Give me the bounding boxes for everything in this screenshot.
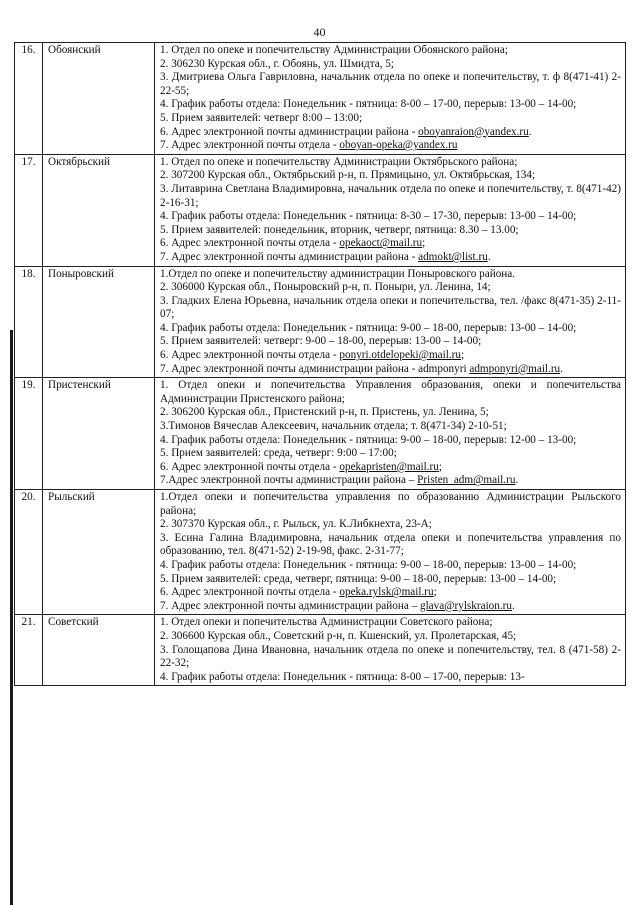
district-name: Обоянский [43, 43, 155, 155]
info-line-text: 2. 307370 Курская обл., г. Рыльск, ул. К.Либкнехта, 23-А; [160, 518, 432, 531]
info-line-text: 2. 306230 Курская обл., г. Обоянь, ул. Шмидта, 5; [160, 57, 394, 70]
info-line-text: 7.Адрес электронной почты администрации района – [160, 474, 418, 487]
info-line [160, 295, 621, 322]
row-number: 18. [15, 266, 43, 378]
email-link[interactable]: glava@rylskraion.ru [419, 599, 512, 612]
info-line-text: 4. График работы отдела: Понедельник - пятница: 9-00 – 18-00, перерыв: 13-00 – 14-00; [160, 321, 577, 334]
info-line [160, 251, 621, 265]
info-line [160, 268, 621, 282]
email-link[interactable]: Pristen_adm@mail.ru [417, 474, 516, 487]
district-info [155, 154, 626, 266]
info-line [160, 363, 621, 377]
district-info [155, 490, 626, 615]
info-line-text: 2. 306200 Курская обл., Пристенский р-н, п. Пристень, ул. Ленина, 5; [160, 406, 489, 419]
table-body [15, 43, 626, 686]
info-line [160, 573, 621, 587]
info-line [160, 44, 621, 58]
info-line [160, 379, 621, 406]
info-line-text: 6. Адрес электронной почты отдела - [160, 460, 340, 473]
info-line [160, 586, 621, 600]
info-line-text: 4. График работы отдела: Понедельник - пятница: 9-00 – 18-00, перерыв: 12-00 – 13-00; [160, 433, 577, 446]
info-line-text: 1. Отдел опеки и попечительства Администрации Советского района; [160, 616, 493, 629]
email-link[interactable]: ponyri.otdelopeki@mail.ru [339, 349, 461, 362]
info-line [160, 671, 621, 685]
info-line-text: 3. Литаврина Светлана Владимировна, начальник отдела по опеке и попечительству, т. 8(471-42) 2-16-31; [160, 182, 621, 209]
info-line-text: 5. Прием заявителей: понедельник, вторник, четверг, пятница: 8.30 – 13.00; [160, 223, 519, 236]
district-name: Поныровский [43, 266, 155, 378]
info-line-text: 3. Голощапова Дина Ивановна, начальник отдела по опеке и попечительству, тел. 8 (471-58) 2-22-32; [160, 643, 621, 670]
info-line-text: 1.Отдел опеки и попечительства управления по образованию Администрации Рыльского района; [160, 491, 621, 517]
table-row [15, 615, 626, 686]
info-line [160, 630, 621, 644]
row-number: 16. [15, 43, 43, 155]
email-link[interactable]: admokt@list.ru [418, 250, 488, 263]
info-line-text: 4. График работы отдела: Понедельник - пятница: 9-00 – 18-00, перерыв: 13-00 – 14-00; [160, 558, 577, 571]
info-line [160, 349, 621, 363]
district-name: Пристенский [43, 378, 155, 490]
info-line-suffix: . [487, 250, 491, 263]
info-line-suffix: . [511, 599, 515, 612]
page-number: 40 [313, 25, 326, 39]
info-line [160, 98, 621, 112]
email-link[interactable]: opekaoct@mail.ru [339, 237, 423, 250]
info-line [160, 447, 621, 461]
scan-edge-mark [10, 330, 13, 905]
info-line [160, 532, 621, 559]
district-info [155, 378, 626, 490]
info-line [160, 210, 621, 224]
row-number: 21. [15, 615, 43, 686]
district-name: Октябрьский [43, 154, 155, 266]
info-line-text: 6. Адрес электронной почты администрации района - [160, 125, 419, 138]
info-line [160, 281, 621, 295]
info-line-text: 1. Отдел по опеке и попечительству Администрации Октябрьского района; [160, 155, 518, 168]
info-line-suffix: . [560, 362, 563, 375]
info-line [160, 156, 621, 170]
info-line-text: 4. График работы отдела: Понедельник - пятница: 8-00 – 17-00, перерыв: 13-00 – 14-00; [160, 98, 577, 111]
table-row [15, 266, 626, 378]
row-number: 17. [15, 154, 43, 266]
info-line-suffix: . [528, 125, 532, 138]
info-line [160, 126, 621, 140]
info-line-text: 5. Прием заявителей: четверг: 9-00 – 18-00, перерыв: 13-00 – 14-00; [160, 335, 482, 348]
info-line-text: 6. Адрес электронной почты отдела - [160, 349, 340, 362]
info-line [160, 406, 621, 420]
info-line-text: 1.Отдел по опеке и попечительству администрации Поныровского района. [160, 267, 516, 280]
district-info [155, 266, 626, 378]
info-line-text: 5. Прием заявителей: четверг 8:00 – 13:00; [160, 111, 363, 124]
info-line [160, 434, 621, 448]
info-line [160, 169, 621, 183]
info-line [160, 335, 621, 349]
info-line-text: 6. Адрес электронной почты отдела - [160, 237, 340, 250]
info-line [160, 616, 621, 630]
info-line [160, 58, 621, 72]
district-info [155, 43, 626, 155]
info-line-text: 5. Прием заявителей: среда, четверг, пятница: 9-00 – 18-00, перерыв: 13-00 – 14-00; [160, 572, 557, 585]
info-line-suffix: . [515, 474, 519, 487]
row-number: 19. [15, 378, 43, 490]
info-line-text: 3. Гладких Елена Юрьевна, начальник отдела опеки и попечительства, тел. /факс 8(471-35) 2-11-07; [160, 294, 621, 321]
info-line [160, 183, 621, 210]
email-link[interactable]: opekapristen@mail.ru [339, 460, 439, 473]
email-link[interactable]: oboyanraion@yandex.ru [418, 125, 529, 138]
info-line [160, 139, 621, 153]
district-name: Советский [43, 615, 155, 686]
info-line-text: 7. Адрес электронной почты администрации района – [160, 599, 420, 612]
info-line-text: 3.Тимонов Вячеслав Алексеевич, начальник отдела; т. 8(471-34) 2-10-51; [160, 420, 507, 433]
info-line-text: 2. 306000 Курская обл., Поныровский р-н, п. Поныри, ул. Ленина, 14; [160, 281, 491, 294]
info-line [160, 237, 621, 251]
info-line-text: 2. 307200 Курская обл., Октябрьский р-н, п. Прямицыно, ул. Октябрьская, 134; [160, 169, 536, 182]
table-row [15, 378, 626, 490]
info-line-text: 7. Адрес электронной почты администрации района - admponyri [160, 362, 470, 375]
info-line [160, 600, 621, 614]
info-line-suffix: ; [438, 460, 442, 473]
info-line [160, 322, 621, 336]
table-row [15, 490, 626, 615]
info-line [160, 518, 621, 532]
info-line-text: 7. Адрес электронной почты отдела - [160, 139, 340, 152]
info-line-text: 5. Прием заявителей: среда, четверг: 9:00 – 17:00; [160, 447, 397, 460]
info-line [160, 474, 621, 488]
district-name: Рыльский [43, 490, 155, 615]
email-link[interactable]: opeka.rylsk@mail.ru [339, 586, 434, 599]
table-row [15, 43, 626, 155]
row-number: 20. [15, 490, 43, 615]
email-link[interactable]: oboyan-opeka@yandex.ru [339, 139, 458, 152]
info-line-text: 1. Отдел по опеке и попечительству Администрации Обоянского района; [160, 44, 508, 56]
info-line [160, 461, 621, 475]
info-line-suffix: ; [422, 237, 426, 250]
info-line-text: 4. График работы отдела: Понедельник - пятница: 8-30 – 17-30, перерыв: 13-00 – 14-00; [160, 210, 577, 223]
email-link[interactable]: admponyri@mail.ru [469, 362, 561, 375]
info-line-suffix: ; [460, 349, 465, 362]
info-line-text: 7. Адрес электронной почты администрации района - [160, 250, 419, 263]
info-line [160, 112, 621, 126]
info-line-text: 2. 306600 Курская обл., Советский р-н, п. Кшенский, ул. Пролетарская, 45; [160, 629, 517, 642]
info-line [160, 420, 621, 434]
table-row [15, 154, 626, 266]
info-line-text: 6. Адрес электронной почты отдела - [160, 586, 340, 599]
info-line [160, 71, 621, 98]
info-line-text: 3. Есина Галина Владимировна, начальник отдела опеки и попечительства управления по образованию, тел. 8(471-52) 2-19-98, факс. 2-31-77; [160, 531, 621, 558]
contacts-table [14, 42, 626, 686]
info-line-text: 1. Отдел опеки и попечительства Управления образования, опеки и попечительства Администрации Пристенского района; [160, 379, 621, 405]
district-info [155, 615, 626, 686]
info-line-text: 4. График работы отдела: Понедельник - пятница: 8-00 – 17-00, перерыв: 13- [160, 670, 525, 683]
info-line [160, 491, 621, 518]
info-line [160, 559, 621, 573]
info-line [160, 644, 621, 671]
info-line [160, 224, 621, 238]
info-line-text: 3. Дмитриева Ольга Гавриловна, начальник отдела по опеке и попечительству, т. ф 8(471-41) 2-22-55; [160, 71, 621, 97]
info-line-suffix: ; [433, 586, 437, 599]
